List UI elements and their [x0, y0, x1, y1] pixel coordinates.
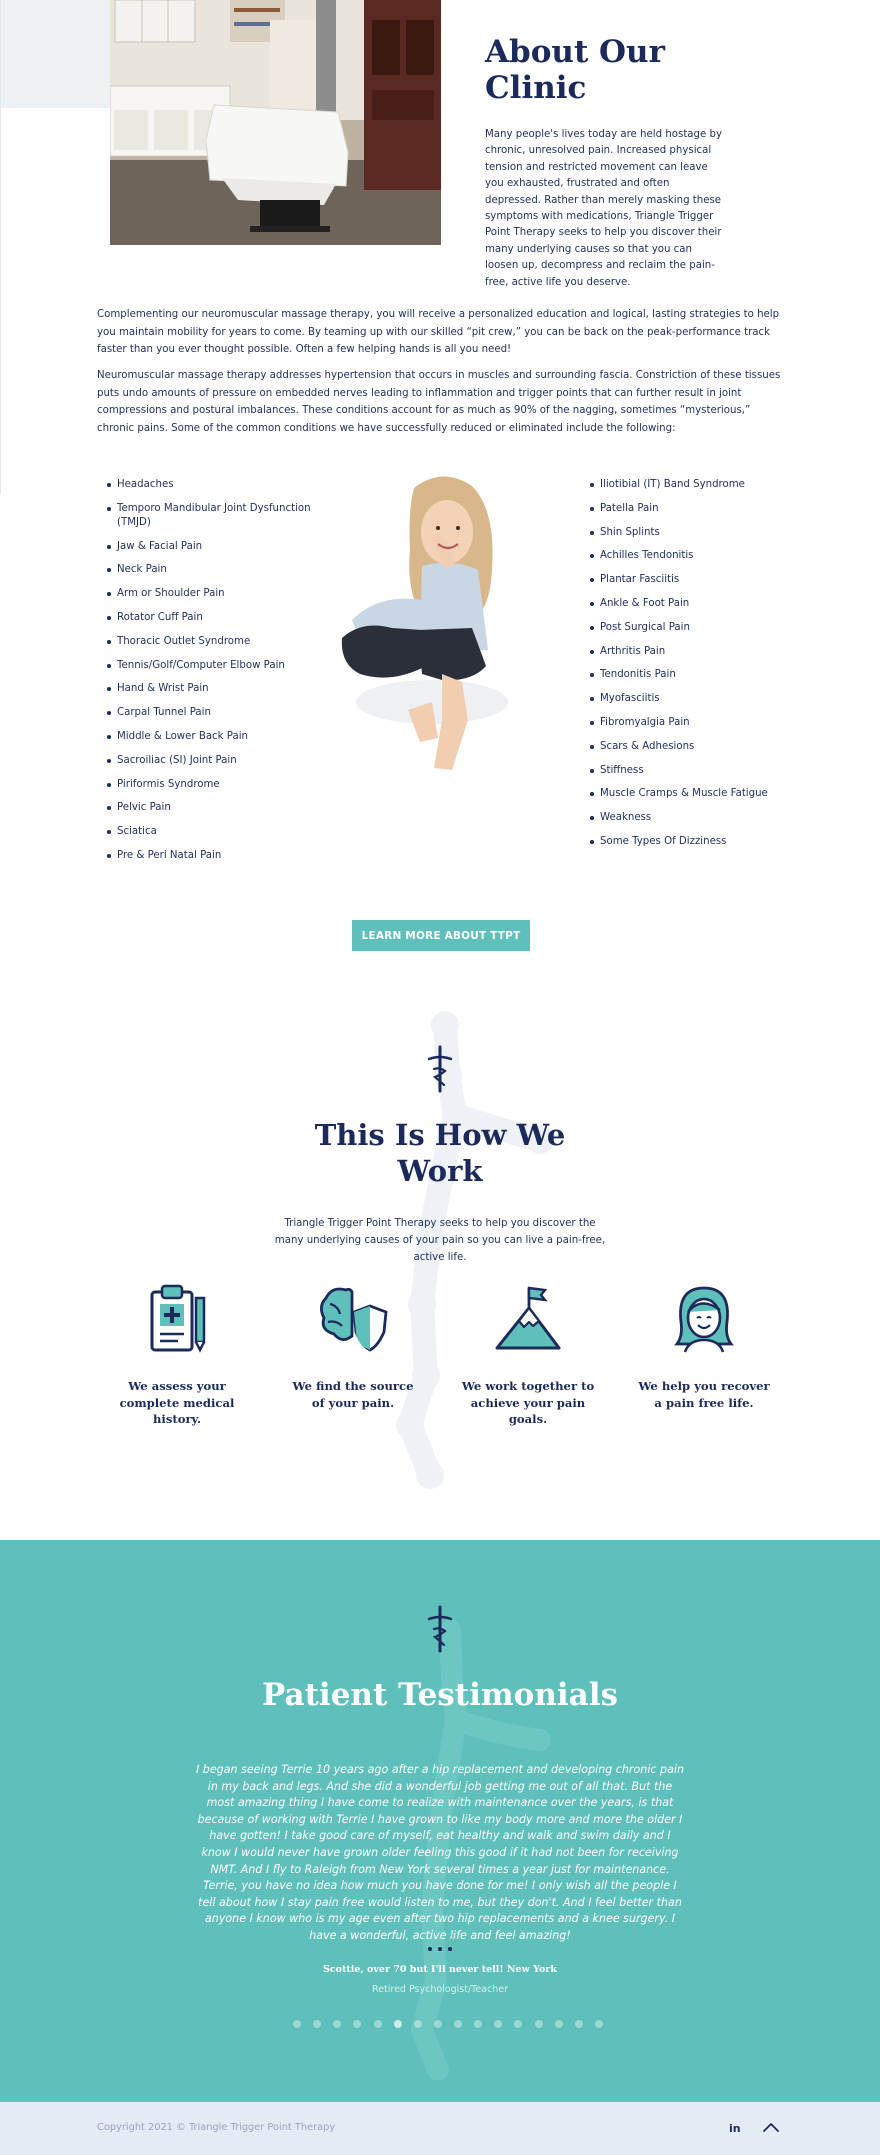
about-section: [0, 0, 880, 942]
site-footer: [0, 2102, 880, 2155]
conditions-list-right: [590, 478, 790, 859]
condition-item: Myofasciitis: [590, 692, 790, 706]
condition-item: Rotator Cuff Pain: [107, 611, 312, 625]
condition-item: Jaw & Facial Pain: [107, 540, 312, 554]
condition-item: Scars & Adhesions: [590, 740, 790, 754]
condition-item: Achilles Tendonitis: [590, 549, 790, 563]
how-we-work-subtitle: Triangle Trigger Point Therapy seeks to help you discover the many underlying causes of your pain so you can live a pain-free, active life.: [274, 1218, 606, 1263]
step-find-source: [273, 1282, 433, 1411]
pager-dot[interactable]: [454, 2020, 462, 2028]
condition-item: Tendonitis Pain: [590, 668, 790, 682]
condition-item: Arm or Shoulder Pain: [107, 587, 312, 601]
about-intro-text: Many people's lives today are held hostage by chronic, unresolved pain. Increased physical tension and restricted movement can leave you exhausted, frustrated and often depressed. Rather than merely masking these symptoms with medications, Triangle Trigger Point Therapy seeks to help you discover their many underlying causes so that you can loosen up, decompress and reclaim the pain-free, active life you deserve.: [485, 129, 723, 288]
pager-dot[interactable]: [353, 2020, 361, 2028]
condition-item: Temporo Mandibular Joint Dysfunction (TMJD): [107, 502, 312, 530]
about-title-line1: About Our: [485, 34, 665, 70]
pager-dot[interactable]: [434, 2020, 442, 2028]
back-to-top-chevron-icon[interactable]: [761, 2119, 781, 2135]
how-title-line2: Work: [397, 1154, 483, 1188]
pager-dot[interactable]: [595, 2020, 603, 2028]
condition-item: Iliotibial (IT) Band Syndrome: [590, 478, 790, 492]
condition-item: Weakness: [590, 811, 790, 825]
how-title-line1: This Is How We: [314, 1118, 566, 1152]
pager-dot[interactable]: [374, 2020, 382, 2028]
condition-item: Sciatica: [107, 825, 312, 839]
copyright-text: Copyright 2021 © Triangle Trigger Point Therapy: [97, 2122, 336, 2133]
step-recover-caption: We help you recover a pain free life.: [638, 1379, 770, 1410]
linkedin-icon[interactable]: in: [729, 2122, 741, 2135]
clipboard-icon: [142, 1282, 212, 1354]
happy-person-icon: [669, 1282, 739, 1354]
spine-logo-icon-teal: [426, 1605, 454, 1653]
pager-dot[interactable]: [333, 2020, 341, 2028]
testimonial-author-role: Retired Psychologist/Teacher: [371, 1984, 508, 1995]
pager-dot[interactable]: [494, 2020, 502, 2028]
testimonials-title: Patient Testimonials: [262, 1677, 618, 1713]
condition-item: Pelvic Pain: [107, 801, 312, 815]
step-work-together-caption: We work together to achieve your pain goals.: [461, 1379, 595, 1426]
condition-item: Shin Splints: [590, 526, 790, 540]
step-find-source-caption: We find the source of your pain.: [292, 1379, 414, 1410]
about-title: [485, 34, 665, 106]
step-work-together: [448, 1282, 608, 1428]
smiling-child-photo: [322, 470, 542, 785]
condition-item: Patella Pain: [590, 502, 790, 516]
condition-item: Arthritis Pain: [590, 645, 790, 659]
pager-dot[interactable]: [555, 2020, 563, 2028]
pager-dot[interactable]: [313, 2020, 321, 2028]
testimonial-pager: [293, 2020, 603, 2032]
decorative-corner-block: [0, 0, 110, 108]
clinic-treatment-room-photo: [110, 0, 441, 245]
about-title-line2: Clinic: [485, 70, 587, 106]
brain-shield-icon: [318, 1282, 388, 1354]
conditions-list-left: [107, 478, 312, 873]
pager-dot[interactable]: [414, 2020, 422, 2028]
testimonials-section: [0, 1540, 880, 2102]
testimonial-author: Scottie, over 70 but I'll never tell! New York: [323, 1964, 557, 1975]
how-we-work-title: [0, 1117, 880, 1189]
pager-dot[interactable]: [514, 2020, 522, 2028]
condition-item: Sacroiliac (SI) Joint Pain: [107, 754, 312, 768]
decorative-left-rule: [0, 0, 1, 495]
about-paragraph-2: Neuromuscular massage therapy addresses hypertension that occurs in muscles and surrounding fascia. Constriction of these tissues puts undo amounts of pressure on embedded nerves leading to inflammation and trigger points that can further result in joint compressions and postural imbalances. These conditions account for as much as 90% of the nagging, sometimes “mysterious,” chronic pains. Some of the common conditions we have successfully reduced or eliminated include the following:: [97, 370, 781, 434]
pager-dot[interactable]: [394, 2020, 402, 2028]
step-assess-caption: We assess your complete medical history.: [119, 1379, 235, 1426]
condition-item: Muscle Cramps & Muscle Fatigue: [590, 787, 790, 801]
mountain-flag-icon: [493, 1282, 563, 1354]
condition-item: Neck Pain: [107, 563, 312, 577]
condition-item: Middle & Lower Back Pain: [107, 730, 312, 744]
condition-item: Pre & Peri Natal Pain: [107, 849, 312, 863]
ellipsis-divider-icon: [425, 1946, 455, 1952]
condition-item: Hand & Wrist Pain: [107, 682, 312, 696]
condition-item: Tennis/Golf/Computer Elbow Pain: [107, 659, 312, 673]
condition-item: Stiffness: [590, 764, 790, 778]
pager-dot[interactable]: [293, 2020, 301, 2028]
pager-dot[interactable]: [575, 2020, 583, 2028]
condition-item: Fibromyalgia Pain: [590, 716, 790, 730]
learn-more-button[interactable]: LEARN MORE ABOUT TTPT: [352, 920, 530, 951]
condition-item: Piriformis Syndrome: [107, 778, 312, 792]
condition-item: Some Types Of Dizziness: [590, 835, 790, 849]
step-assess: [97, 1282, 257, 1428]
condition-item: Thoracic Outlet Syndrome: [107, 635, 312, 649]
testimonial-quote: I began seeing Terrie 10 years ago after a hip replacement and developing chronic pain in my back and legs. And she did a wonderful job getting me out of all that. But the most amazing thing I have come to realize with maintenance over the years, is that because of working with Terrie I have grown to like my body more and more the older I have gotten! I take good care of myself, eat healthy and walk and swim daily and I know I would never have grown older feeling this good if it had not been for receiving NMT. And I fly to Raleigh from New York several times a year just for maintenance. Terrie, you have no idea how much you have done for me! I only wish all the people I tell about how I stay pain free would listen to me, but they don't. And I feel better than anyone I know who is my age even after two hip replacements and a knee surgery. I have a wonderful, active life and feel amazing!: [196, 1763, 684, 1942]
about-paragraph-1: Complementing our neuromuscular massage therapy, you will receive a personalized education and logical, lasting strategies to help you maintain mobility for years to come. By teaming up with our skilled “pit crew,” you can be back on the peak-performance track faster than you ever thought possible. Often a few helping hands is all you need!: [97, 309, 780, 355]
spine-logo-icon: [426, 1045, 454, 1093]
condition-item: Carpal Tunnel Pain: [107, 706, 312, 720]
step-recover: [624, 1282, 784, 1411]
pager-dot[interactable]: [474, 2020, 482, 2028]
pager-dot[interactable]: [535, 2020, 543, 2028]
condition-item: Plantar Fasciitis: [590, 573, 790, 587]
condition-item: Post Surgical Pain: [590, 621, 790, 635]
condition-item: Headaches: [107, 478, 312, 492]
condition-item: Ankle & Foot Pain: [590, 597, 790, 611]
